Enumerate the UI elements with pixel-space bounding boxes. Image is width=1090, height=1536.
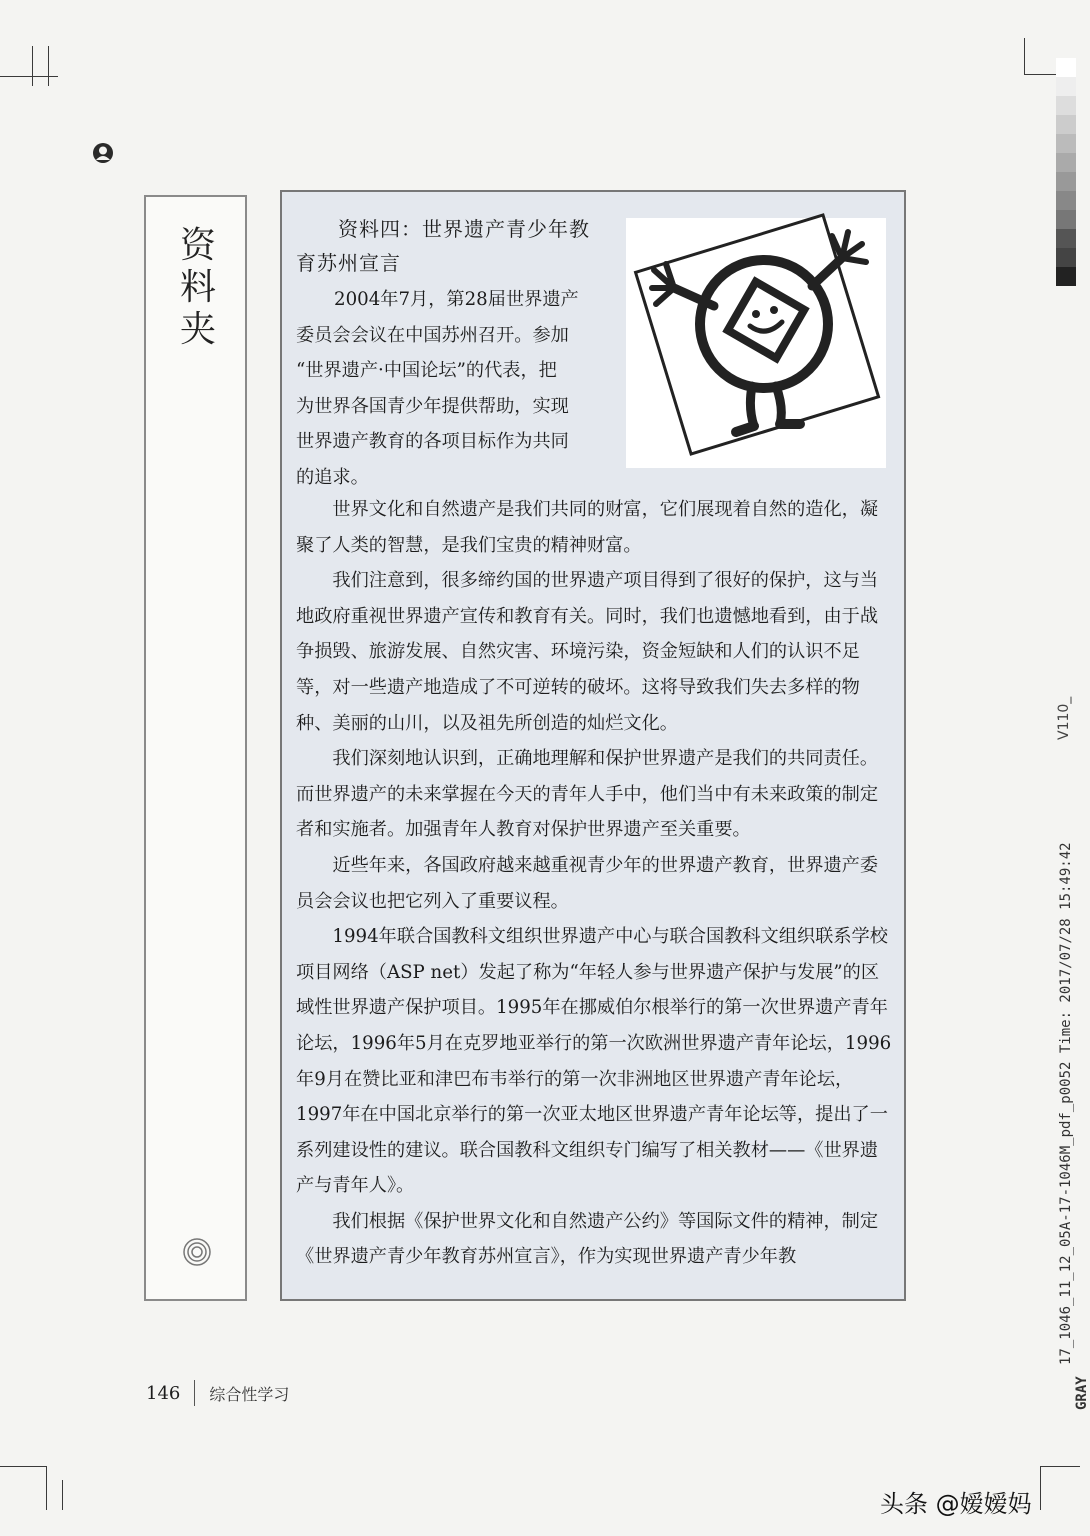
body-paragraph: 我们根据《保护世界文化和自然遗产公约》等国际文件的精神，制定《世界遗产青少年教育苏州宣言》，作为实现世界遗产青少年教 <box>296 1210 879 1268</box>
intro-line: 为世界各国青少年提供帮助，实现 <box>296 395 569 417</box>
sidebar-panel <box>144 195 247 1301</box>
crop-mark <box>32 46 33 86</box>
intro-line: 的追求。 <box>296 466 369 488</box>
intro-line: 2004年7月，第28届世界遗产 <box>334 289 579 310</box>
crop-mark <box>0 76 58 77</box>
grayscale-calibration-strip <box>1056 58 1076 288</box>
intro-paragraph <box>296 282 608 496</box>
crop-mark <box>1040 1466 1080 1467</box>
watermark: 头条 @嫒嫒妈 <box>880 1490 1032 1518</box>
heading-line-1: 资料四：世界遗产青少年教 <box>338 217 590 241</box>
crop-mark <box>0 1466 46 1467</box>
page-footer <box>146 1380 289 1406</box>
resource-box <box>280 190 906 1301</box>
print-code-label: 17_1046_11_12_05A-17-1046M_pdf_p0052 Time: 2017/07/28 15:49:42 <box>1058 842 1074 1365</box>
body-paragraph: 世界文化和自然遗产是我们共同的财富，它们展现着自然的造化，凝聚了人类的智慧，是我们宝贵的精神财富。 <box>296 499 879 556</box>
world-heritage-mascot-illustration <box>626 218 886 468</box>
body-paragraph: 我们注意到，很多缔约国的世界遗产项目得到了很好的保护，这与当地政府重视世界遗产宣传和教育有关。同时，我们也遗憾地看到，由于战争损毁、旅游发展、自然灾害、环境污染，资金短缺和人们的认识不足等，对一些遗产地造成了不可逆转的破坏。这将导致我们失去多样的物种、美丽的山川，以及祖先所创造的灿烂文化。 <box>296 570 879 734</box>
section-name: 综合性学习 <box>209 1384 290 1404</box>
body-paragraph: 我们深刻地认识到，正确地理解和保护世界遗产是我们的共同责任。而世界遗产的未来掌握在今天的青年人手中，他们当中有未来政策的制定者和实施者。加强青年人教育对保护世界遗产至关重要。 <box>296 748 879 841</box>
intro-line: “世界遗产·中国论坛”的代表，把 <box>296 360 557 382</box>
crop-mark <box>46 1466 47 1510</box>
crop-mark <box>48 46 49 86</box>
resource-heading <box>296 212 616 280</box>
body-paragraph: 近些年来，各国政府越来越重视青少年的世界遗产教育，世界遗产委员会会议也把它列入了重要议程。 <box>296 854 879 912</box>
heading-line-2: 育苏州宣言 <box>296 251 401 275</box>
page-number: 146 <box>146 1382 181 1404</box>
crop-mark <box>1040 1466 1041 1510</box>
version-label: V110_ <box>1056 696 1072 740</box>
sidebar-title: 资料夹 <box>179 225 218 350</box>
footer-divider <box>194 1380 195 1406</box>
person-icon <box>92 142 114 164</box>
bullseye-icon <box>182 1237 212 1267</box>
intro-line: 委员会会议在中国苏州召开。参加 <box>296 324 569 346</box>
crop-mark <box>1024 38 1025 74</box>
color-mode-label: GRAY <box>1074 1376 1090 1410</box>
body-paragraph: 1994年联合国教科文组织世界遗产中心与联合国教科文组织联系学校项目网络（ASP net）发起了称为“年轻人参与世界遗产保护与发展”的区域性世界遗产保护项目。1995年在挪威伯尔根举行的第一次世界遗产青年论坛，1996年5月在克罗地亚举行的第一次欧洲世界遗产青年论坛，1996年9月在赞比亚和津巴布韦举行的第一次非洲地区世界遗产青年论坛，1997年在中国北京举行的第一次亚太地区世界遗产青年论坛等，提出了一系列建设性的建议。联合国教科文组织专门编写了相关教材——《世界遗产与青年人》。 <box>296 926 892 1197</box>
intro-line: 世界遗产教育的各项目标作为共同 <box>296 431 569 453</box>
resource-body <box>296 492 894 1275</box>
crop-mark <box>62 1480 63 1510</box>
